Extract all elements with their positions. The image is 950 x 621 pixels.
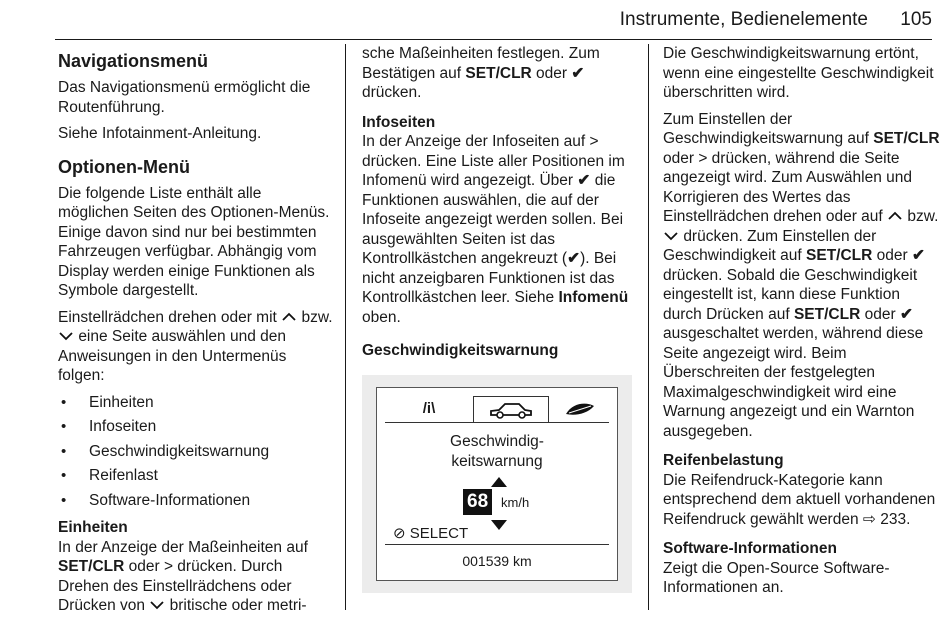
info-pages-text [362,132,632,327]
instruction-text: oder [864,305,896,323]
instruction-text: Zum Einstellen der Geschwindigkeitswarnung auf [663,110,869,147]
units-continued [362,44,632,103]
page-number: 105 [900,9,932,30]
speed-warning-heading [362,341,632,361]
column-1 [58,44,333,621]
column-divider-1 [345,44,346,610]
column-divider-2 [648,44,649,610]
check-circle-icon: ⊘ [393,524,406,542]
checkmark-icon: ✔ [567,250,581,267]
units-heading: Einheiten [58,519,128,536]
speed-warning-instructions [663,110,941,442]
road-info-tab-icon: /i\ [422,399,436,417]
display-screen [376,387,618,581]
units-text-part: sche Maßeinheiten festlegen. Zum Bestätigen auf [362,45,600,82]
display-title-line: keitswarnung [451,452,543,470]
software-info-text: Zeigt die Open-Source Software-Informationen an. [663,559,890,596]
list-item: • Geschwindigkeitswarnung [58,442,333,462]
display-title-line: Geschwindig- [450,432,544,450]
arrow-down-icon [491,520,507,530]
chevron-up-icon [887,211,903,221]
instruction-text: oder [876,247,908,264]
navigation-menu-text: Das Navigationsmenü ermöglicht die Routenführung. [58,79,311,116]
car-tab-icon [473,396,549,422]
info-text-part: die Funktionen auswählen, die auf der Infoseite angezeigt werden sollen. Bei ausgewählten Seiten ist das Kontrollkästchen angekreuzt ( [362,172,624,267]
chevron-down-icon [149,600,165,610]
list-item: • Software-Informationen [58,491,333,511]
column-2 [362,44,632,593]
set-clr-keyword: SET/CLR [873,130,940,147]
section-title: Instrumente, Bedienelemente [619,9,868,30]
display-title [377,432,617,472]
leaf-icon [563,400,597,418]
options-menu-heading: Optionen-Menü [58,156,190,177]
checkmark-icon: ✔ [571,64,585,82]
list-item: • Reifenlast [58,466,333,486]
units-text-part: oder [536,64,568,82]
checkmark-icon: ✔ [899,305,913,323]
units-text-part: oder > drücken. Durch Drehen des Einstellrädchens oder Drücken von [58,558,292,614]
odometer-separator [385,544,609,545]
instruction-text: ausgeschaltet werden, während diese Seite angezeigt wird. Beim Überschreiten der festgelegten Maximalgeschwindigkeit wird eine Warnung angezeigt und ein Warnton ausgegeben. [663,325,924,440]
display-illustration [362,375,632,593]
speed-warning-intro: Die Geschwindigkeitswarnung ertönt, wenn eine eingestellte Geschwindigkeit überschritten wird. [663,45,934,101]
instruction-text: drücken. Sobald die Geschwindigkeit eingestellt ist, kann diese Funktion durch Drücken auf [663,266,918,323]
info-text-part: In der Anzeige der Infoseiten auf > drücken. Eine Liste aller Positionen im Infomenü wird angezeigt. Über [362,133,625,189]
software-info-heading: Software-Informationen [663,540,837,557]
options-menu-instruction [58,308,333,386]
instruction-text: Einstellrädchen drehen oder mit [58,308,277,326]
tire-load-text [663,471,941,530]
odometer: 001539 km [462,552,532,569]
tire-load-text-part: Die Reifendruck-Kategorie kann entsprechend dem aktuell vorhandenen Reifendruck gewählt werden [663,471,936,528]
page-reference-icon: ⇨ [862,510,876,528]
checkmark-icon: ✔ [912,247,925,264]
speed-unit: km/h [501,494,530,510]
list-item: • Infoseiten [58,417,333,437]
info-menu-reference: Infomenü [558,289,629,306]
checkmark-icon: ✔ [577,172,591,189]
set-clr-keyword: SET/CLR [465,64,532,82]
instruction-text: bzw. [907,208,939,225]
info-pages-heading: Infoseiten [362,113,436,131]
tab-separator [385,422,609,423]
units-text-part: In der Anzeige der Maßeinheiten auf [58,538,308,556]
info-text-part: ). Bei nicht anzeigbaren Funktionen ist das Kontrollkästchen leer. Siehe [362,250,617,306]
set-clr-keyword: SET/CLR [793,305,861,323]
car-icon [487,400,535,420]
instruction-text: bzw. [301,308,333,326]
chevron-down-icon [58,331,74,341]
info-text-part: oben. [362,308,401,326]
set-clr-keyword: SET/CLR [58,558,125,575]
instruction-text: oder > drücken, während die Seite angezeigt wird. Zum Auswählen und Korrigieren des Wertes das Einstellrädchen drehen oder auf [663,149,913,225]
eco-leaf-tab-icon [549,396,611,422]
chevron-up-icon [281,312,297,322]
page-header [0,8,950,34]
column-3 [663,44,941,605]
chevron-down-icon [663,231,679,241]
navigation-menu-reference: Siehe Infotainment-Anleitung. [58,125,262,142]
units-text-part: britische oder metri- [169,597,307,614]
speed-warning-heading-text: Geschwindigkeitswarnung [362,342,559,359]
tire-load-heading: Reifenbelastung [663,452,784,469]
speed-value: 68 [463,489,492,515]
units-text [58,538,333,616]
header-rule [55,39,932,40]
instruction-text: drücken. Zum Einstellen der Geschwindigkeit auf [663,227,877,264]
instruction-text: eine Seite auswählen und den Anweisungen in den Untermenüs folgen: [58,328,287,384]
options-menu-intro: Die folgende Liste enthält alle möglichen Seiten des Optionen-Menüs. Einige davon sind nur bei bestimmten Fahrzeugen verfügbar. Abhängig vom Display werden einige Funktionen als Symbole dargestellt. [58,184,330,299]
arrow-up-icon [491,477,507,487]
select-text: SELECT [409,524,469,542]
units-text-part: drücken. [362,84,422,101]
select-label [393,525,468,543]
navigation-menu-heading: Navigationsmenü [58,51,209,71]
page-reference: 233. [880,510,911,528]
options-list [58,393,333,511]
set-clr-keyword: SET/CLR [806,247,873,264]
list-item: • Einheiten [58,393,333,413]
